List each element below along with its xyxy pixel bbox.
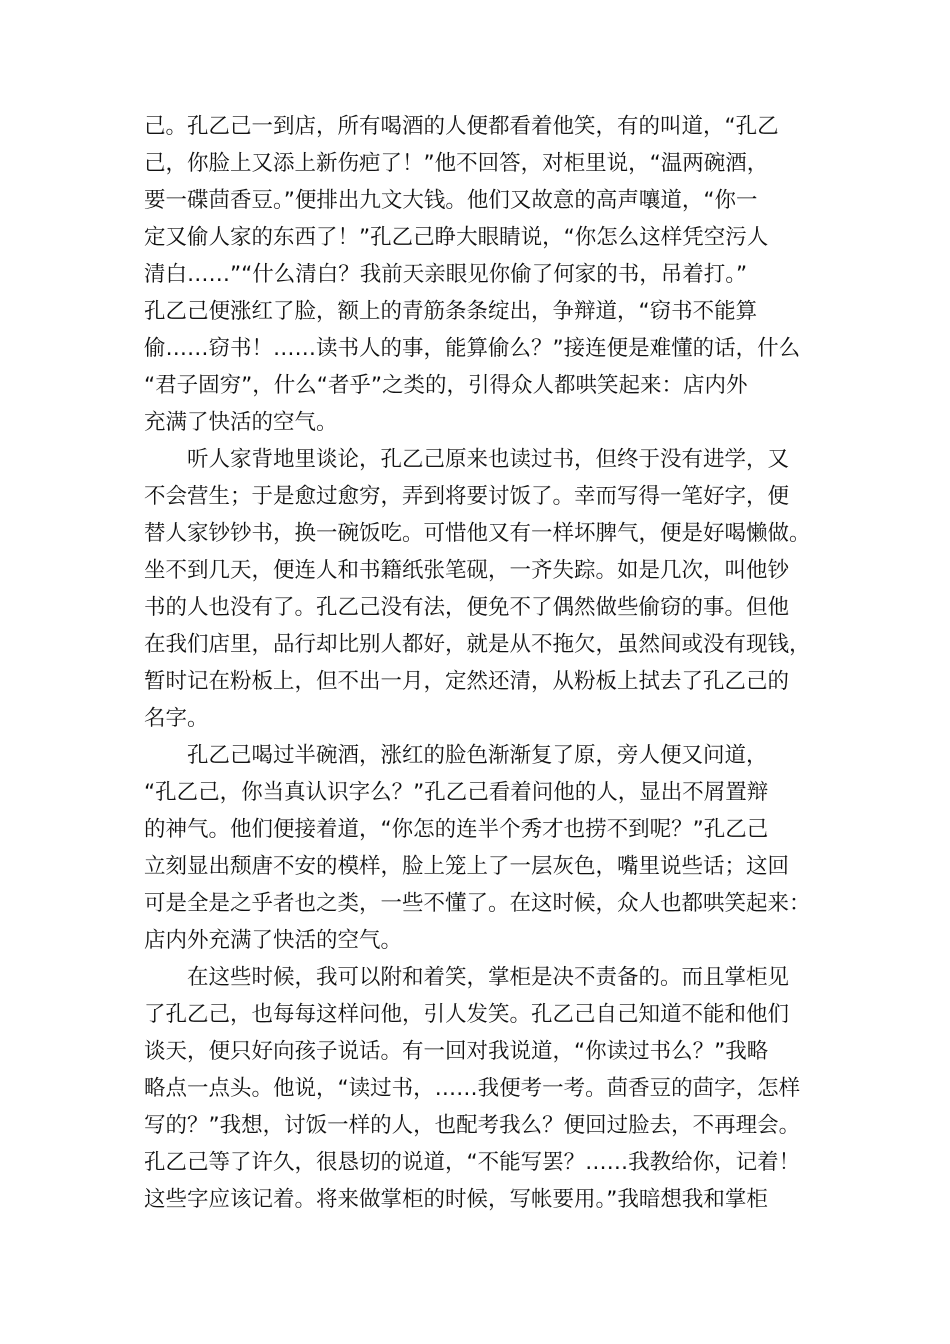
text-line: 这些字应该记着。将来做掌柜的时候，写帐要用。”我暗想我和掌柜 — [144, 1187, 768, 1212]
text-line: 己。孔乙己一到店，所有喝酒的人便都看着他笑，有的叫道，“孔乙 — [144, 114, 779, 139]
text-line: 写的？”我想，讨饭一样的人，也配考我么？便回过脸去，不再理会。 — [144, 1113, 801, 1138]
text-line: 听人家背地里谈论，孔乙己原来也读过书，但终于没有进学，又 — [187, 447, 790, 472]
paragraph — [144, 441, 834, 737]
text-line: 谈天，便只好向孩子说话。有一回对我说道，“你读过书么？”我略 — [144, 1039, 769, 1064]
text-line: 不会营生；于是愈过愈穷，弄到将要讨饭了。幸而写得一笔好字，便 — [144, 484, 790, 509]
text-line: 书的人也没有了。孔乙己没有法，便免不了偶然做些偷窃的事。但他 — [144, 595, 790, 620]
text-line: 充满了快活的空气。 — [144, 410, 338, 435]
text-line: 略点一点头。他说，“读过书，……我便考一考。茴香豆的茴字，怎样 — [144, 1076, 801, 1101]
paragraph — [144, 108, 834, 441]
text-line: 孔乙己等了许久，很恳切的说道，“不能写罢？……我教给你，记着！ — [144, 1150, 801, 1175]
text-line: 的神气。他们便接着道，“你怎的连半个秀才也捞不到呢？”孔乙己 — [144, 817, 769, 842]
text-line: 孔乙己便涨红了脸，额上的青筋条条绽出，争辩道，“窃书不能算 — [144, 299, 758, 324]
text-line: 己，你脸上又添上新伤疤了！”他不回答，对柜里说，“温两碗酒， — [144, 151, 769, 176]
text-line: 要一碟茴香豆。”便排出九文大钱。他们又故意的高声嚷道，“你一 — [144, 188, 758, 213]
text-line: 清白……”“什么清白？我前天亲眼见你偷了何家的书，吊着打。” — [144, 262, 748, 287]
text-line: 坐不到几天，便连人和书籍纸张笔砚，一齐失踪。如是几次，叫他钞 — [144, 558, 790, 583]
text-line: 可是全是之乎者也之类，一些不懂了。在这时候，众人也都哄笑起来： — [144, 891, 811, 916]
text-line: 替人家钞钞书，换一碗饭吃。可惜他又有一样坏脾气，便是好喝懒做。 — [144, 521, 811, 546]
text-line: 在我们店里，品行却比别人都好，就是从不拖欠，虽然间或没有现钱， — [144, 632, 811, 657]
text-line: 立刻显出颓唐不安的模样，脸上笼上了一层灰色，嘴里说些话；这回 — [144, 854, 790, 879]
text-line: 孔乙己喝过半碗酒，涨红的脸色渐渐复了原，旁人便又问道， — [187, 743, 768, 768]
text-line: “君子固穷”，什么“者乎”之类的，引得众人都哄笑起来：店内外 — [144, 373, 748, 398]
paragraph — [144, 737, 834, 959]
text-line: 名字。 — [144, 706, 209, 731]
document-body — [144, 108, 834, 1218]
text-line: 定又偷人家的东西了！”孔乙己睁大眼睛说，“你怎么这样凭空污人 — [144, 225, 769, 250]
text-line: 偷……窃书！……读书人的事，能算偷么？”接连便是难懂的话，什么 — [144, 336, 801, 361]
text-line: 了孔乙己，也每每这样问他，引人发笑。孔乙己自己知道不能和他们 — [144, 1002, 790, 1027]
text-line: 在这些时候，我可以附和着笑，掌柜是决不责备的。而且掌柜见 — [187, 965, 790, 990]
text-line: 暂时记在粉板上，但不出一月，定然还清，从粉板上拭去了孔乙己的 — [144, 669, 790, 694]
paragraph — [144, 959, 834, 1218]
text-line: “孔乙己，你当真认识字么？”孔乙己看着问他的人，显出不屑置辩 — [144, 780, 769, 805]
text-line: 店内外充满了快活的空气。 — [144, 928, 403, 953]
